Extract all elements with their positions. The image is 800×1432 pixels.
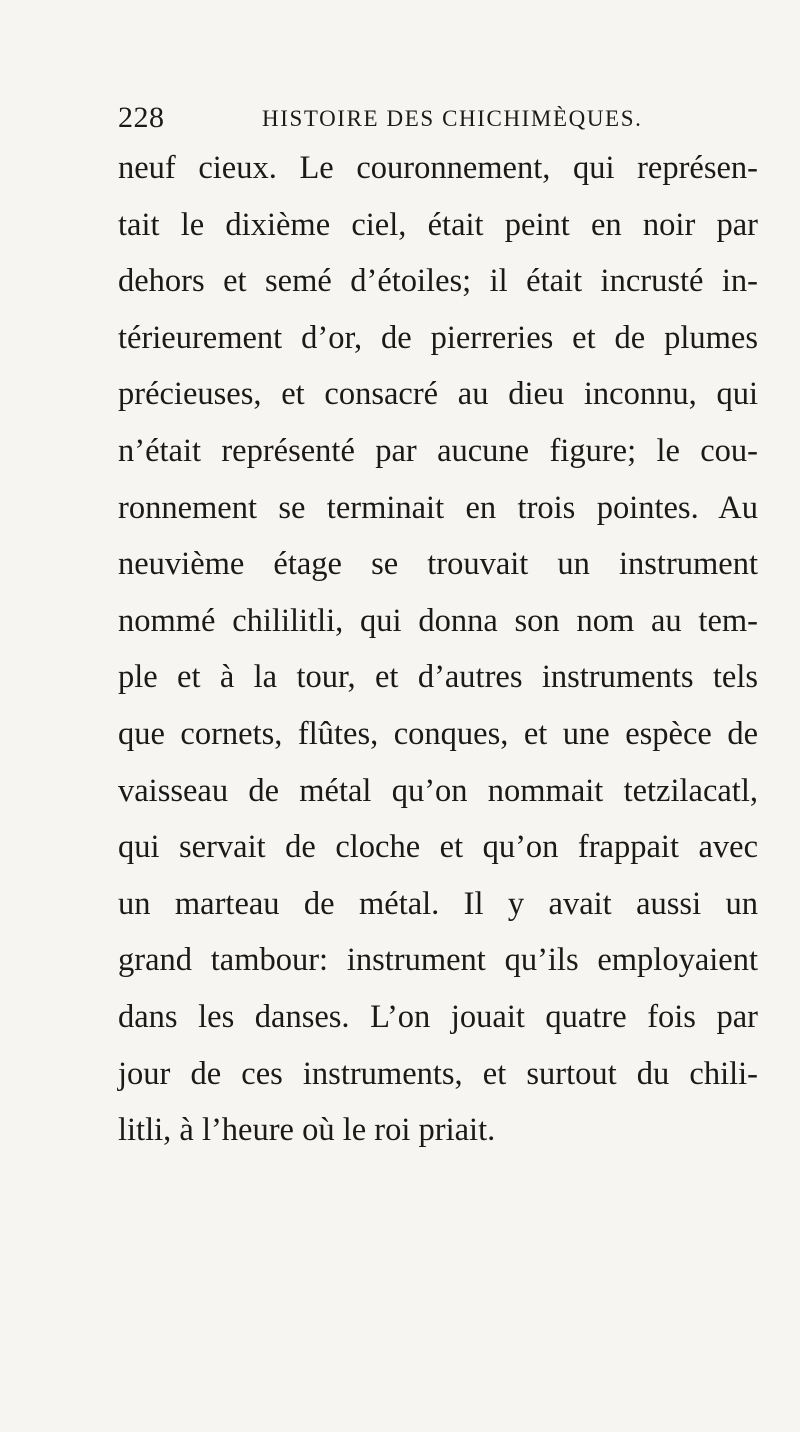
text-line: un marteau de métal. Il y avait aussi un xyxy=(118,885,758,922)
text-line: nommé chililitli, qui donna son nom au tem- xyxy=(118,602,758,639)
text-line: jour de ces instruments, et surtout du chili- xyxy=(118,1055,758,1092)
text-line: grand tambour: instrument qu’ils employaient xyxy=(118,942,758,979)
text-line: qui servait de cloche et qu’on frappait avec xyxy=(118,829,758,866)
text-line: précieuses, et consacré au dieu inconnu, qui xyxy=(118,376,758,413)
running-title: HISTOIRE DES CHICHIMÈQUES. xyxy=(262,106,643,131)
text-line: dehors et semé d’étoiles; il était incrusté in- xyxy=(118,263,758,300)
text-line: que cornets, flûtes, conques, et une espèce de xyxy=(118,715,758,752)
text-line: n’était représenté par aucune figure; le cou- xyxy=(118,432,758,469)
text-line: ronnement se terminait en trois pointes. Au xyxy=(118,489,758,526)
text-line: litli, à l’heure où le roi priait. xyxy=(118,1112,496,1149)
text-line: térieurement d’or, de pierreries et de plumes xyxy=(118,319,758,356)
text-line: ple et à la tour, et d’autres instruments tels xyxy=(118,659,758,696)
text-line: neuvième étage se trouvait un instrument xyxy=(118,546,758,583)
text-line: tait le dixième ciel, était peint en noir par xyxy=(118,206,758,243)
text-line: dans les danses. L’on jouait quatre fois par xyxy=(118,998,758,1035)
text-line: vaisseau de métal qu’on nommait tetzilacatl, xyxy=(118,772,758,809)
body-text xyxy=(118,140,758,1159)
page-number: 228 xyxy=(118,101,165,134)
text-line: neuf cieux. Le couronnement, qui représen- xyxy=(118,150,758,186)
running-head xyxy=(118,98,758,138)
